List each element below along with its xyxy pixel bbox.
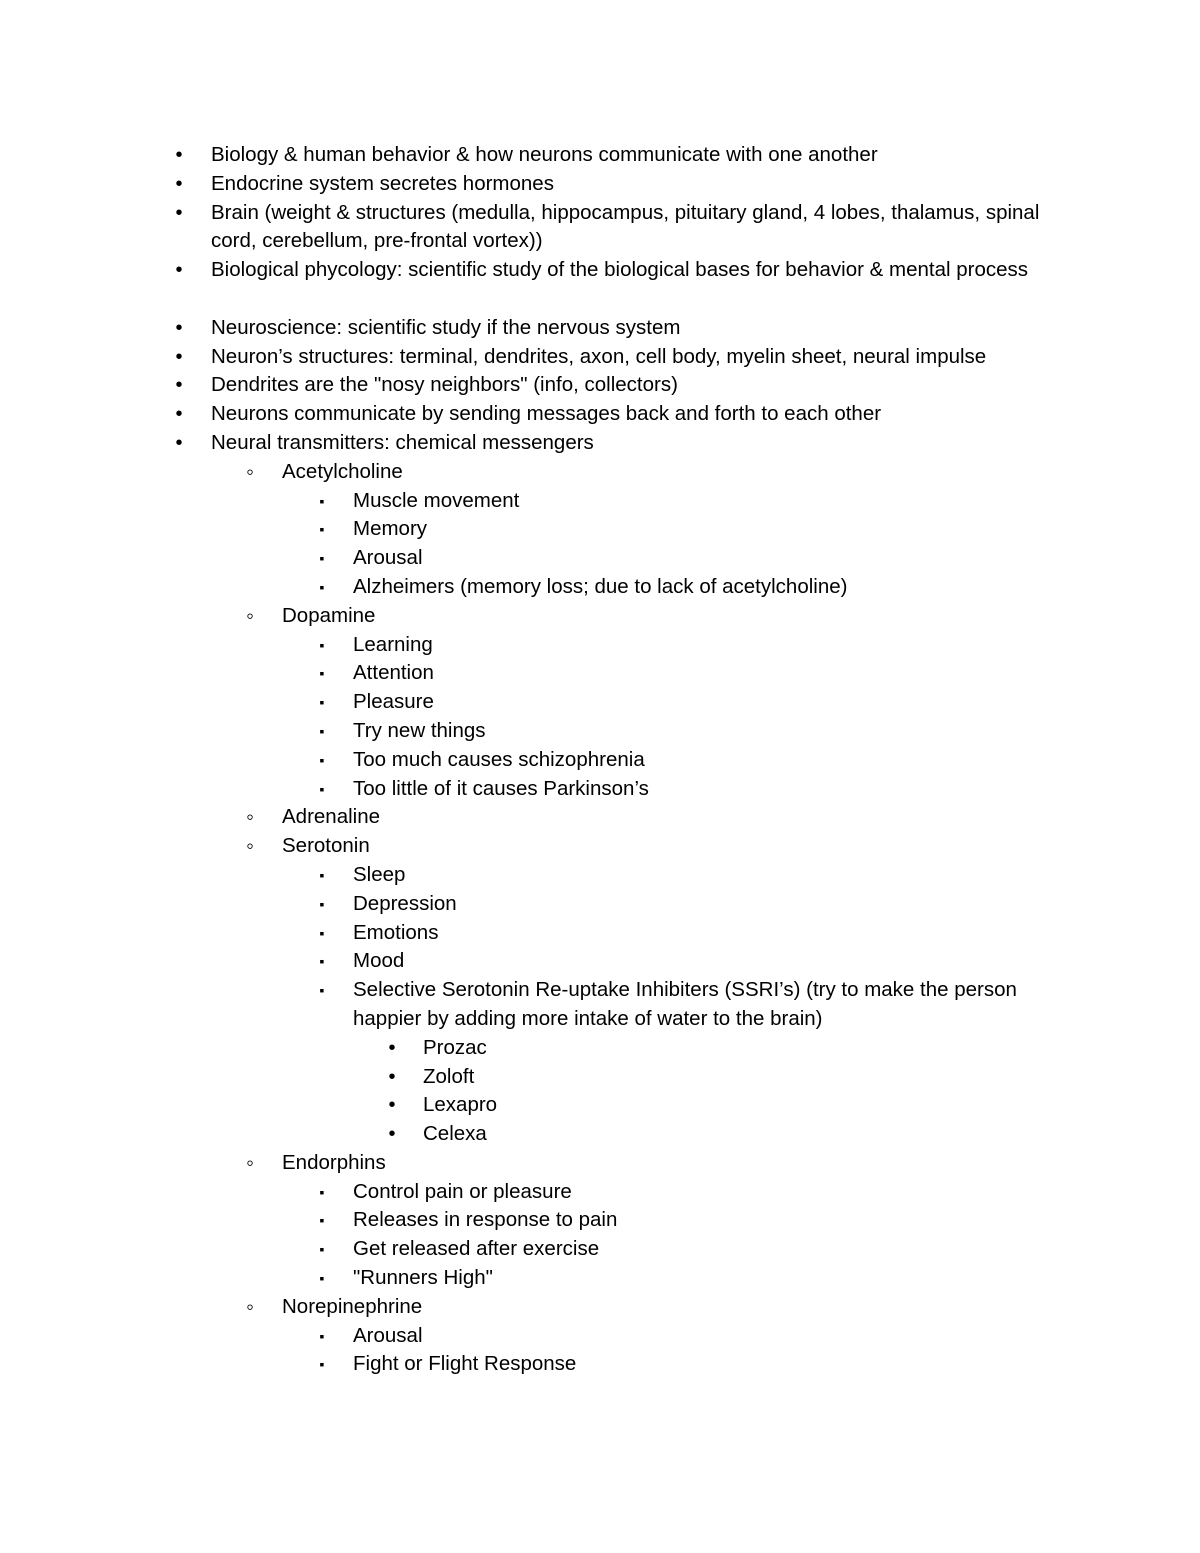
list-item	[0, 371, 1200, 400]
bullet-icon	[382, 1091, 402, 1120]
list-item	[0, 141, 1200, 170]
list-item-text: Dopamine	[282, 603, 376, 627]
circle-bullet-icon	[240, 1293, 260, 1325]
list-item	[0, 429, 1200, 458]
list-item-text: Adrenaline	[282, 805, 381, 829]
list-item-text: Lexapro	[423, 1093, 498, 1117]
square-bullet-icon	[312, 1322, 332, 1351]
list-item-text: Arousal	[353, 1323, 423, 1347]
bullet-icon	[169, 400, 189, 429]
square-bullet-icon	[312, 1178, 332, 1207]
list-item	[0, 458, 1200, 487]
list-item	[0, 602, 1200, 631]
bullet-icon	[169, 170, 189, 199]
bullet-icon	[382, 1034, 402, 1063]
list-item	[0, 1322, 1200, 1351]
list-item	[0, 976, 1200, 1034]
list-item	[0, 487, 1200, 516]
circle-bullet-icon	[240, 803, 260, 835]
square-bullet-icon	[312, 1235, 332, 1264]
list-item	[0, 1091, 1200, 1120]
square-bullet-icon	[312, 746, 332, 775]
bullet-icon	[382, 1063, 402, 1092]
square-bullet-icon	[312, 861, 332, 890]
list-item-text: Prozac	[423, 1035, 487, 1059]
list-item-text: Neuroscience: scientific study if the nervous system	[211, 315, 681, 339]
list-item	[0, 515, 1200, 544]
square-bullet-icon	[312, 717, 332, 746]
square-bullet-icon	[312, 659, 332, 688]
list-item-text: Neurons communicate by sending messages back and forth to each other	[211, 402, 882, 426]
list-item-text: Mood	[353, 949, 405, 973]
circle-bullet-icon	[240, 832, 260, 864]
square-bullet-icon	[312, 919, 332, 948]
circle-bullet-icon	[240, 1149, 260, 1181]
list-item-text: Endocrine system secretes hormones	[211, 171, 554, 195]
square-bullet-icon	[312, 631, 332, 660]
list-item	[0, 1293, 1200, 1322]
list-item	[0, 861, 1200, 890]
list-item	[0, 199, 1200, 257]
list-item-text: Serotonin	[282, 834, 370, 858]
list-item	[0, 746, 1200, 775]
list-item-text: Sleep	[353, 862, 406, 886]
list-item-text: Zoloft	[423, 1064, 475, 1088]
list-item-text: Acetylcholine	[282, 459, 403, 483]
list-item-text: Muscle movement	[353, 488, 520, 512]
list-item	[0, 803, 1200, 832]
list-item	[0, 343, 1200, 372]
square-bullet-icon	[312, 573, 332, 602]
list-item-text: Emotions	[353, 920, 439, 944]
list-item	[0, 947, 1200, 976]
list-item	[0, 832, 1200, 861]
bullet-icon	[169, 141, 189, 170]
list-item	[0, 400, 1200, 429]
list-item	[0, 544, 1200, 573]
list-item-text: Neural transmitters: chemical messengers	[211, 430, 594, 454]
bullet-icon	[382, 1120, 402, 1149]
square-bullet-icon	[312, 487, 332, 516]
list-item	[0, 573, 1200, 602]
list-item	[0, 1235, 1200, 1264]
square-bullet-icon	[312, 775, 332, 804]
list-item-text: Too little of it causes Parkinson’s	[353, 776, 649, 800]
circle-bullet-icon	[240, 458, 260, 490]
list-item-text: Biology & human behavior & how neurons communicate with one another	[211, 143, 878, 166]
list-item-text: Control pain or pleasure	[353, 1179, 572, 1203]
list-item-text: Alzheimers (memory loss; due to lack of acetylcholine)	[353, 574, 848, 598]
square-bullet-icon	[312, 1264, 332, 1293]
bullet-icon	[169, 429, 189, 458]
square-bullet-icon	[312, 544, 332, 573]
list-item-text: Get released after exercise	[353, 1237, 600, 1261]
bullet-icon	[169, 343, 189, 372]
list-item-text: Try new things	[353, 718, 486, 742]
list-item	[0, 1063, 1200, 1092]
bullet-icon	[169, 371, 189, 400]
list-item-text: Dendrites are the "nosy neighbors" (info, collectors)	[211, 373, 678, 397]
list-item	[0, 1149, 1200, 1178]
square-bullet-icon	[312, 976, 332, 1005]
square-bullet-icon	[312, 515, 332, 544]
square-bullet-icon	[312, 890, 332, 919]
list-item	[0, 775, 1200, 804]
square-bullet-icon	[312, 1350, 332, 1379]
list-item	[0, 170, 1200, 199]
bullet-icon	[169, 256, 189, 285]
list-item	[0, 1120, 1200, 1149]
list-item-text: Attention	[353, 661, 434, 685]
document-body	[0, 141, 1200, 1379]
list-item	[0, 688, 1200, 717]
list-item	[0, 890, 1200, 919]
list-item	[0, 256, 1200, 314]
list-item-text: Too much causes schizophrenia	[353, 747, 645, 771]
bullet-icon	[169, 199, 189, 228]
list-item	[0, 1034, 1200, 1063]
list-item-text: Pleasure	[353, 690, 434, 714]
list-item-text: Memory	[353, 517, 428, 541]
list-item	[0, 717, 1200, 746]
list-item-text: Neuron’s structures: terminal, dendrites, axon, cell body, myelin sheet, neural impulse	[211, 344, 987, 368]
list-item-text: Biological phycology: scientific study of the biological bases for behavior & mental process	[211, 258, 1029, 282]
list-item-text: Learning	[353, 632, 433, 656]
bullet-icon	[169, 314, 189, 343]
list-item	[0, 659, 1200, 688]
list-item-text: Selective Serotonin Re-uptake Inhibiters (SSRI’s) (try to make the person happier by adding more intake of water to the brain)	[353, 978, 1017, 1030]
list-item-text: Releases in response to pain	[353, 1208, 618, 1232]
list-item	[0, 1206, 1200, 1235]
square-bullet-icon	[312, 688, 332, 717]
list-item-text: Depression	[353, 891, 457, 915]
list-item-text: "Runners High"	[353, 1266, 493, 1290]
list-item	[0, 314, 1200, 343]
square-bullet-icon	[312, 1206, 332, 1235]
list-item	[0, 919, 1200, 948]
list-item	[0, 1264, 1200, 1293]
list-item-text: Endorphins	[282, 1150, 386, 1174]
list-item-text: Arousal	[353, 546, 423, 570]
list-item-text: Fight or Flight Response	[353, 1352, 577, 1376]
list-item-text: Brain (weight & structures (medulla, hippocampus, pituitary gland, 4 lobes, thalamus, spinal cord, cerebellum, pre-frontal vortex))	[211, 200, 1040, 253]
list-item	[0, 1350, 1200, 1379]
list-item	[0, 631, 1200, 660]
square-bullet-icon	[312, 947, 332, 976]
list-item	[0, 1178, 1200, 1207]
circle-bullet-icon	[240, 602, 260, 634]
list-item-text: Celexa	[423, 1122, 487, 1146]
list-item-text: Norepinephrine	[282, 1294, 423, 1318]
